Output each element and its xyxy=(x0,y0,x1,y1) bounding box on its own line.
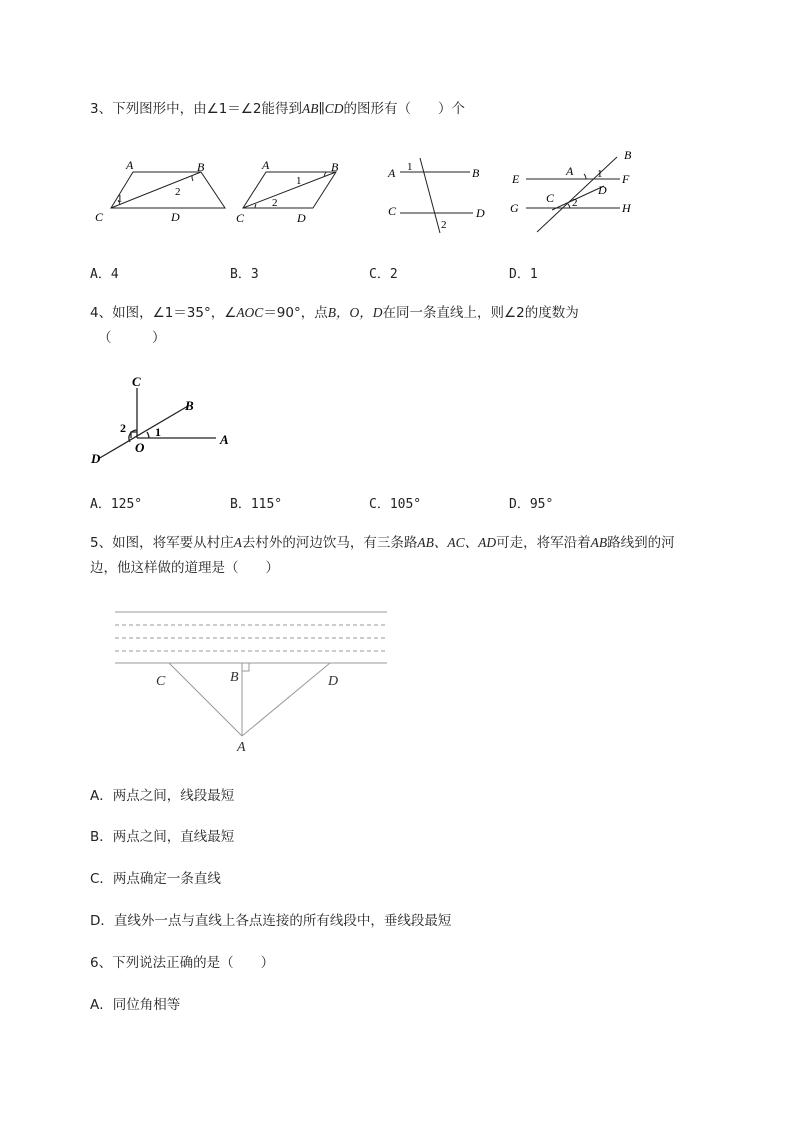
q4-angle-1-arc xyxy=(147,432,149,438)
q3-fig4-label-A: A xyxy=(566,164,574,178)
q4-option-a[interactable]: A．125° xyxy=(90,497,143,512)
question-5-stem xyxy=(90,533,675,553)
q5-right-angle-mark xyxy=(242,663,249,671)
q3-fig1-angle-1: 1 xyxy=(117,193,123,205)
q3-fig4-angle-1: 1 xyxy=(597,168,603,180)
q5-label-B: B xyxy=(230,670,239,685)
q3-option-d[interactable]: D．1 xyxy=(509,267,538,282)
q3-fig2-label-D: D xyxy=(297,211,306,225)
q4-option-c[interactable]: C．105° xyxy=(369,497,422,512)
question-4-stem xyxy=(90,303,579,323)
q5-stem-text-3: 可走，将军沿着 xyxy=(496,535,591,551)
q4-label-B: B xyxy=(185,398,194,413)
q4-option-b[interactable]: B．115° xyxy=(230,497,283,512)
q5-road-AD xyxy=(242,663,330,736)
q3-option-b[interactable]: B．3 xyxy=(230,267,259,282)
q5-figure xyxy=(110,605,395,760)
q3-fig1-angle-2: 2 xyxy=(175,186,181,198)
q5-stem-text: 5、如图，将军要从村庄 xyxy=(90,535,234,551)
q3-fig3-label-C: C xyxy=(388,204,397,218)
q3-fig2-label-C: C xyxy=(236,211,245,225)
q3-fig1-diagonal xyxy=(111,172,201,208)
q6-option-a[interactable]: A．同位角相等 xyxy=(90,997,181,1013)
q3-option-c[interactable]: C．2 xyxy=(369,267,398,282)
q3-fig2-angle-2: 2 xyxy=(272,197,278,209)
q5-stem-AB: AB xyxy=(590,535,608,550)
q3-fig4-label-D: D xyxy=(598,183,607,197)
q5-option-b[interactable]: B．两点之间，直线最短 xyxy=(90,829,235,845)
q4-stem-text: 4、如图，∠1＝35°，∠ xyxy=(90,305,237,321)
q3-fig4-label-H: H xyxy=(622,201,631,215)
q3-fig4-line-CD xyxy=(552,186,604,210)
q3-fig4-label-C: C xyxy=(546,191,555,205)
q4-label-D: D xyxy=(91,451,101,466)
q3-fig3-transversal xyxy=(420,158,440,233)
q3-fig4-label-G: G xyxy=(510,201,519,215)
q3-fig1-label-A: A xyxy=(126,158,134,172)
q5-stem-text-4: 路线到的河 xyxy=(607,535,675,551)
q5-stem-point-A: A xyxy=(233,535,242,550)
q5-label-C: C xyxy=(156,674,166,689)
q4-label-C: C xyxy=(132,374,141,389)
q3-fig3-label-A: A xyxy=(388,166,396,180)
q3-fig1-label-C: C xyxy=(95,210,104,224)
q5-option-d[interactable]: D．直线外一点与直线上各点连接的所有线段中，垂线段最短 xyxy=(90,913,452,929)
q3-fig2-label-B: B xyxy=(331,160,339,174)
q3-stem-text-end: 的图形有（ ）个 xyxy=(343,101,465,117)
q3-fig2-label-A: A xyxy=(262,158,270,172)
q3-fig2-diagonal xyxy=(243,172,336,208)
q3-fig2-angle-1: 1 xyxy=(296,175,302,187)
q3-figures xyxy=(90,150,650,240)
q5-option-a[interactable]: A．两点之间，线段最短 xyxy=(90,788,235,804)
q3-fig3-label-B: B xyxy=(472,166,480,180)
q3-fig4-label-E: E xyxy=(512,172,520,186)
question-3-stem xyxy=(90,99,465,119)
q3-fig4-angle-2: 2 xyxy=(572,197,578,209)
q3-fig4-label-F: F xyxy=(622,172,630,186)
q5-stem-roads: AB、AC、AD xyxy=(417,535,497,550)
q3-fig1-label-D: D xyxy=(171,210,180,224)
q4-stem-points: B，O，D xyxy=(327,305,383,320)
q3-fig1-label-B: B xyxy=(197,160,205,174)
q4-angle-2: 2 xyxy=(120,421,126,435)
q3-stem-text: 3、下列图形中，由∠1＝∠2能得到 xyxy=(90,101,302,117)
q3-fig1-parallelogram xyxy=(111,172,225,208)
q3-stem-math: AB∥CD xyxy=(301,101,344,116)
q4-stem-text-2: ＝90°，点 xyxy=(263,305,328,321)
q5-label-D: D xyxy=(328,674,339,689)
q5-stem-line-2: 边，他这样做的道理是（ ） xyxy=(90,560,279,576)
q4-angle-1: 1 xyxy=(155,425,161,439)
q3-figure-2 xyxy=(243,172,336,208)
q3-fig3-angle-1: 1 xyxy=(407,161,413,173)
question-6-stem: 6、下列说法正确的是（ ） xyxy=(90,955,275,971)
q3-option-a[interactable]: A．4 xyxy=(90,267,119,282)
q3-fig4-label-B: B xyxy=(624,150,632,162)
q4-label-O: O xyxy=(135,440,145,455)
q4-answer-bracket: （ ） xyxy=(98,330,166,346)
q5-label-A: A xyxy=(237,740,246,755)
q5-option-c[interactable]: C．两点确定一条直线 xyxy=(90,871,221,887)
q4-option-d[interactable]: D．95° xyxy=(509,497,554,512)
q3-fig3-angle-2: 2 xyxy=(441,219,447,231)
q3-figure-1 xyxy=(111,172,225,208)
q4-stem-aoc: AOC xyxy=(236,305,264,320)
q4-stem-text-3: 在同一条直线上，则∠2的度数为 xyxy=(382,305,579,321)
q4-label-A: A xyxy=(220,432,229,447)
q4-figure xyxy=(88,370,248,470)
q3-fig3-label-D: D xyxy=(476,206,485,220)
q5-stem-text-2: 去村外的河边饮马，有三条路 xyxy=(241,535,418,551)
